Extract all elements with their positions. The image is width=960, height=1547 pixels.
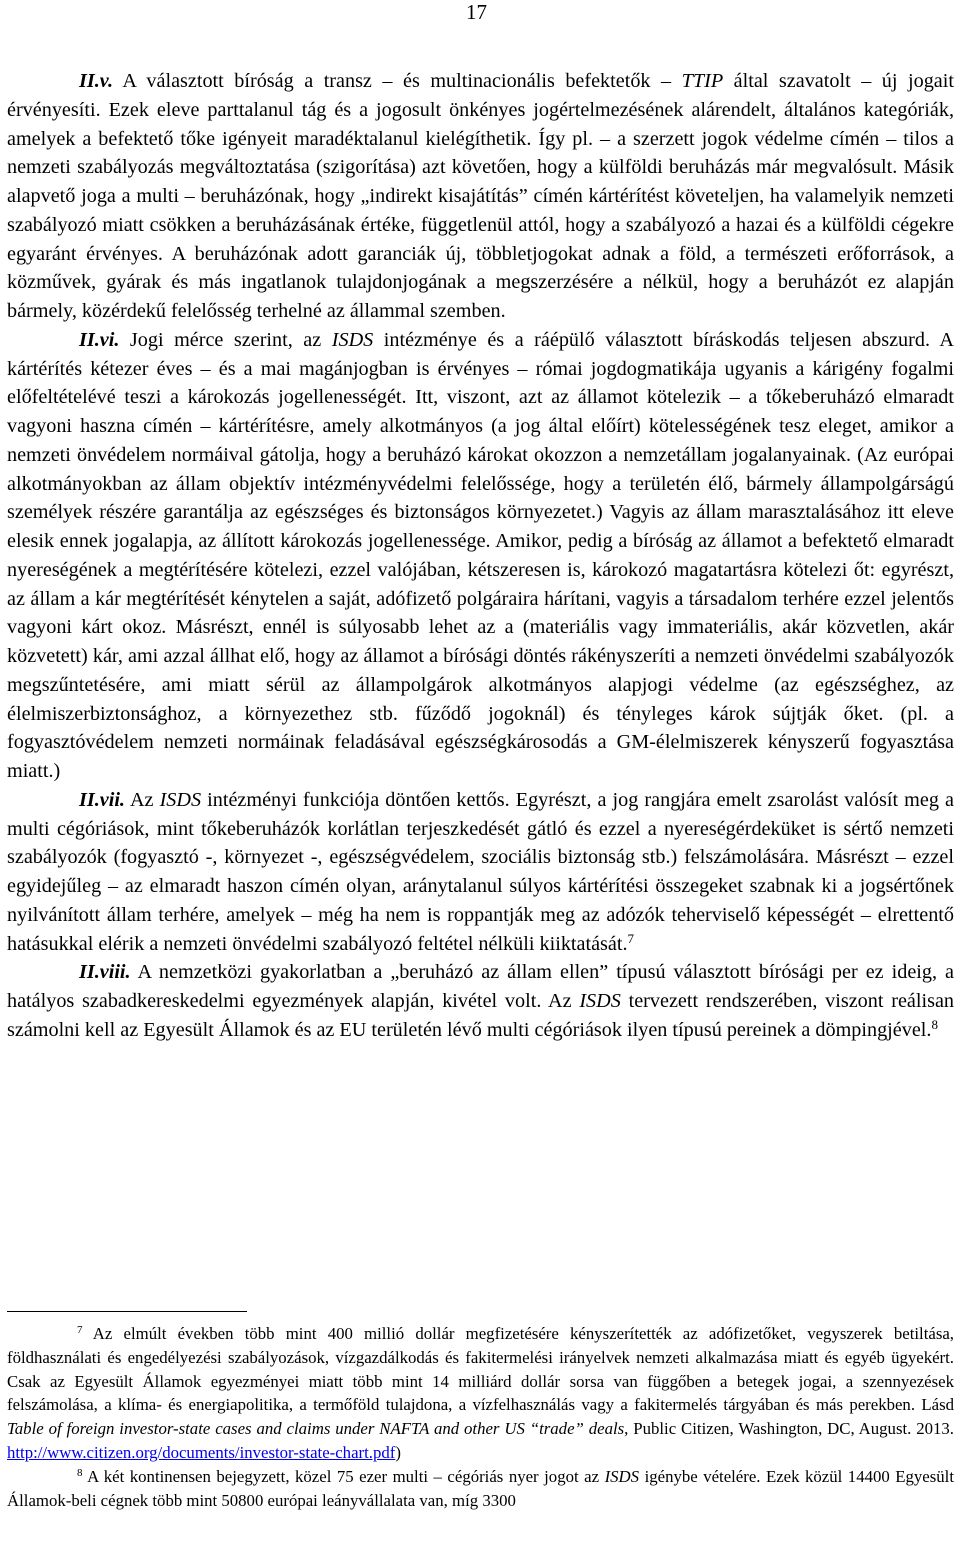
section-label: II.vi.	[79, 328, 120, 351]
paragraph-text: intézményi funkciója döntően kettős. Egyrészt, a jog rangjára emelt zsarolást valósít meg a multi cégóriások, mint tőkeberuházók korlátlan terjeszkedését gátló és ezzel a nyereségérdeküket is sértő nemzeti szabályozók (fogyasztó -, környezet -, egészségvédelem, szociális biztonság stb.) felszámolására. Másrészt – ezzel egyidejűleg – az elmaradt haszon címén olyan, aránytalanul súlyos kártérítési összegeket szabnak ki a jogsértőnek nyilvánított állam terhére, amelyek – még ha nem is roppantják meg az adózók teherviselő képességét – elrettentő hatásukkal elérik a nemzeti önvédelmi szabályozó feltétel nélküli kiiktatását.	[7, 788, 954, 955]
footnote-number: 7	[77, 1324, 83, 1336]
section-label: II.v.	[79, 70, 114, 92]
paragraph-text: intézménye és a ráépülő választott bíráskodás teljesen abszurd. A kártérítés kétezer éves – és a mai magánjogban is érvényes – római jogdogmatikája ugyanis a kárigény fogalmi előfeltételévé teszi a károkozás jogellenességét. Itt, viszont, azt az államot kötelezik – a tőkeberuházó elmaradt vagyoni haszna címén – kártérítésre, amely alkotmányos (a jog által előírt) kötelességének tesz eleget, amikor a nemzeti önvédelem normáival gátolja, hogy a beruházó károkat okozzon a nemzetállam jogalanyainak. (Az európai alkotmányokban az állam objektív intézményvédelmi felelőssége, hogy a területén élő, bármely állampolgárságú személyek részére garantálja az egészséges és biztonságos környezetet.) Vagyis az állam marasztalásához itt eleve elesik ennek jogalapja, az állított károkozás jogellenessége. Amikor, pedig a bíróság az államot a befektető elmaradt nyereségének a megtérítésére kötelezi, ezzel valójában, kétszeresen is, károkozó magatartásra kötelezi őt: egyrészt, az állam a kár megtérítését kénytelen a saját, adófizető polgáraira hárítani, vagyis a társadalom terhére ezzel jelentős vagyoni kárt okoz. Másrészt, ennél is súlyosabb lehet az a (materiális vagy immateriális, akár közvetlen, akár közvetett) kár, ami azzal állhat elő, hogy az államot a bírósági döntés rákényszeríti a nemzeti önvédelmi szabályozók megszűntetésére, ami miatt sérül az állampolgárok alkotmányos alapjogi védelme (az egészséghez, az élelmiszerbiztonsághoz, a környezethez stb. fűződő jogoknál) és tényleges károk sújtják őket. (pl. a fogyasztóvédelem nemzeti normáinak feladásával egészségkárosodás a GM-élelmiszerek kényszerű fogyasztása miatt.)	[7, 328, 954, 782]
paragraph-ii-viii	[7, 958, 954, 1044]
footnote-text: igénybe vételére. Ezek közül 14400 Egyesült Államok-beli cégnek több mint 50800 európai leányvállalata van, míg 3300	[7, 1466, 954, 1510]
paragraph-text: A választott bíróság a transz – és multinacionális befektetők –	[113, 70, 682, 92]
footnote-text: Az elmúlt években több mint 400 millió dollár megfizetésére kényszerítették az adófizetőket, vegyszerek betiltása, földhasználati és engedélyezési szabályozások, vízgazdálkodás és fakitermelési irányelvek nemzeti alkalmazása miatt és egyéb ügyekért. Csak az Egyesült Államok egyezményei miatt több mint 14 milliárd dollár sorsa van függőben a betegek jogai, a szennyezések felszámolása, a klíma- és energiapolitika, a termőföld tulajdona, a vízfelhasználás vagy a fakitermelés tárgyában és más perekben. Lásd	[7, 1324, 954, 1415]
main-text	[7, 67, 954, 1045]
paragraph-text: Az	[124, 788, 160, 811]
footnote-text: )	[395, 1442, 401, 1462]
paragraph-text: Jogi mérce szerint, az	[119, 328, 332, 351]
paragraph-text: által szavatolt – új jogait érvényesíti. Ezek eleve parttalanul tág és a jogosult önkényes jogértelmezésének alárendelt, általános kategóriák, amelyek a befektető tőke igényeit maradéktalanul kielégíthetik. Így pl. – a szerzett jogok védelme címén – tilos a nemzeti szabályozás megváltoztatása (szigorítása) azt követően, hogy a külföldi beruházás már megvalósult. Másik alapvető joga a multi – beruházónak, hogy „indirekt kisajátítás” címén kártérítést követeljen, ha valamelyik nemzeti szabályozó miatt csökken a beruházásának értéke, függetlenül attól, hogy a szabályozó a hazai és a külföldi cégekre egyaránt érvényes. A beruházónak adott garanciák új, többletjogokat adnak a föld, a természeti erőforrások, a közművek, gyárak és más ingatlanok tulajdonjogának a megszerzésére a nélkül, hogy a beruházót ez alapján bármely, közérdekű felelősség terhelné az állammal szemben.	[7, 70, 954, 322]
term-isds: ISDS	[331, 328, 374, 351]
footnote-separator	[7, 1311, 247, 1312]
citizen-link[interactable]: http://www.citizen.org/documents/investor-state-chart.pdf	[7, 1442, 396, 1462]
footnote-ref-8[interactable]: 8	[931, 1016, 938, 1032]
paragraph-text: A nemzetközi gyakorlatban a „beruházó az állam ellen” típusú választott bírósági per ez ideig, a hatályos szabadkereskedelmi egyezmények alapján, kivétel volt. Az	[7, 961, 954, 1012]
section-label: II.vii.	[79, 788, 125, 811]
page-number: 17	[466, 0, 487, 24]
footnote-text: , Public Citizen, Washington, DC, August. 2013.	[624, 1419, 954, 1439]
footnote-text: A két kontinensen bejegyzett, közel 75 ezer multi – cégóriás nyer jogot az	[82, 1466, 605, 1486]
paragraph-ii-vii	[7, 786, 954, 959]
paragraph-ii-vi	[7, 326, 954, 786]
footnote-number: 8	[77, 1466, 83, 1479]
footnote-ref-7[interactable]: 7	[627, 930, 635, 946]
footnote-7	[7, 1322, 954, 1465]
term-isds: ISDS	[579, 990, 621, 1012]
term-isds: ISDS	[159, 788, 202, 811]
term-isds: ISDS	[604, 1466, 640, 1486]
footnote-8	[7, 1465, 954, 1513]
paragraph-text: tervezett rendszerében, viszont reálisan számolni kell az Egyesült Államok és az EU területén lévő multi cégóriások ilyen típusú pereinek a dömpingjével.	[7, 990, 955, 1041]
paragraph-ii-v	[7, 67, 954, 326]
section-label: II.viii.	[79, 961, 131, 984]
footnote-title: Table of foreign investor-state cases and claims under NAFTA and other US “trade” deals	[7, 1419, 625, 1439]
term-ttip: TTIP	[681, 70, 724, 92]
footnotes	[7, 1322, 954, 1512]
